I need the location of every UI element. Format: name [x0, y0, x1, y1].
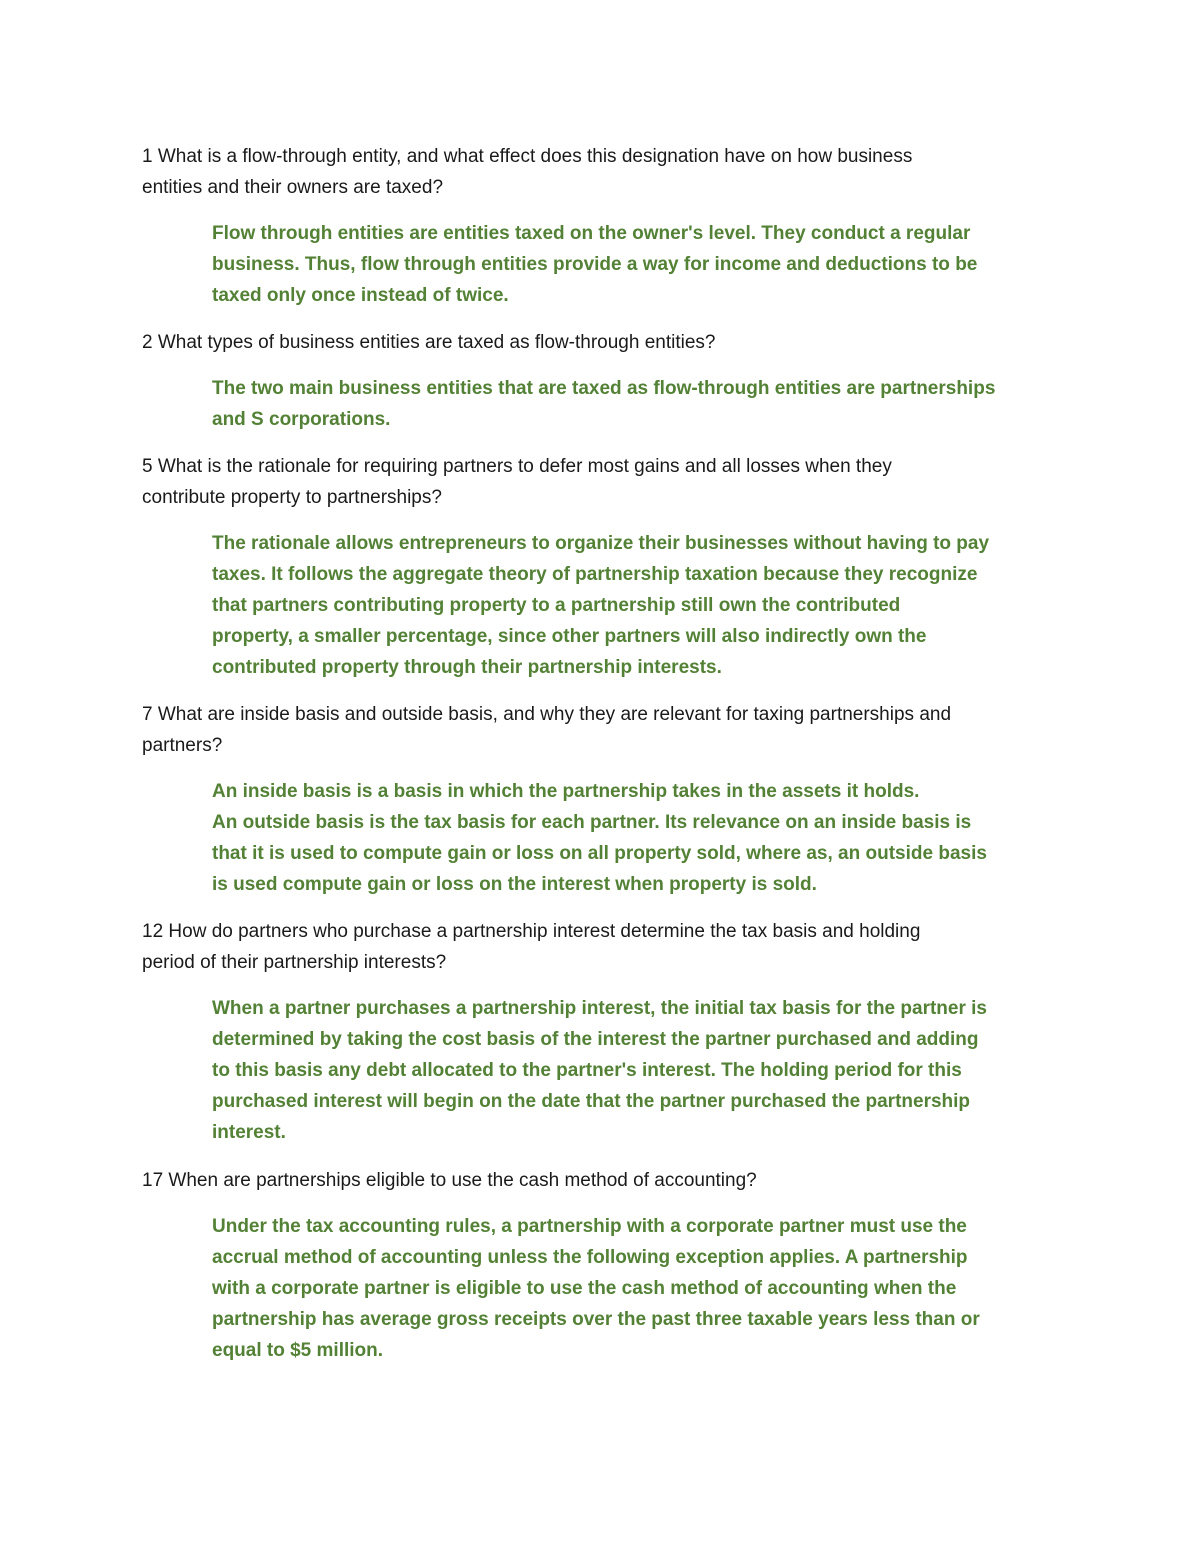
qa-item-4	[142, 699, 1072, 900]
question-5: 12 How do partners who purchase a partnership interest determine the tax basis and holding period of their partnership interests?	[142, 921, 921, 973]
qa-item-3	[142, 451, 1072, 683]
answer-2: The two main business entities that are taxed as flow-through entities are partnerships and S corporations.	[212, 378, 996, 430]
question-3: 5 What is the rationale for requiring partners to defer most gains and all losses when they contribute property to partnerships?	[142, 456, 892, 508]
answer-1: Flow through entities are entities taxed on the owner's level. They conduct a regular business. Thus, flow through entities provide a way for income and deductions to be taxed only once instead of twice.	[212, 223, 978, 306]
answer-4: An inside basis is a basis in which the partnership takes in the assets it holds. An outside basis is the tax basis for each partner. Its relevance on an inside basis is that it is used to compute gain or loss on all property sold, where as, an outside basis is used compute gain or loss on the interest when property is sold.	[212, 781, 987, 895]
qa-item-5	[142, 916, 1072, 1148]
question-6: 17 When are partnerships eligible to use the cash method of accounting?	[142, 1170, 757, 1191]
answer-5: When a partner purchases a partnership interest, the initial tax basis for the partner is determined by taking the cost basis of the interest the partner purchased and adding to this basis any debt allocated to the partner's interest. The holding period for this purchased interest will begin on the date that the partner purchased the partnership interest.	[212, 998, 987, 1143]
qa-item-6	[142, 1165, 1072, 1366]
qa-item-1	[142, 141, 1072, 311]
qa-item-2	[142, 327, 1072, 435]
question-1: 1 What is a flow-through entity, and what effect does this designation have on how business entities and their owners are taxed?	[142, 146, 913, 198]
answer-3: The rationale allows entrepreneurs to organize their businesses without having to pay taxes. It follows the aggregate theory of partnership taxation because they recognize that partners contributing property to a partnership still own the contributed property, a smaller percentage, since other partners will also indirectly own the contributed property through their partnership interests.	[212, 533, 990, 678]
question-4: 7 What are inside basis and outside basis, and why they are relevant for taxing partnerships and partners?	[142, 704, 952, 756]
answer-6: Under the tax accounting rules, a partnership with a corporate partner must use the accrual method of accounting unless the following exception applies. A partnership with a corporate partner is eligible to use the cash method of accounting when the partnership has average gross receipts over the past three taxable years less than or equal to $5 million.	[212, 1216, 980, 1361]
question-2: 2 What types of business entities are taxed as flow-through entities?	[142, 332, 716, 353]
